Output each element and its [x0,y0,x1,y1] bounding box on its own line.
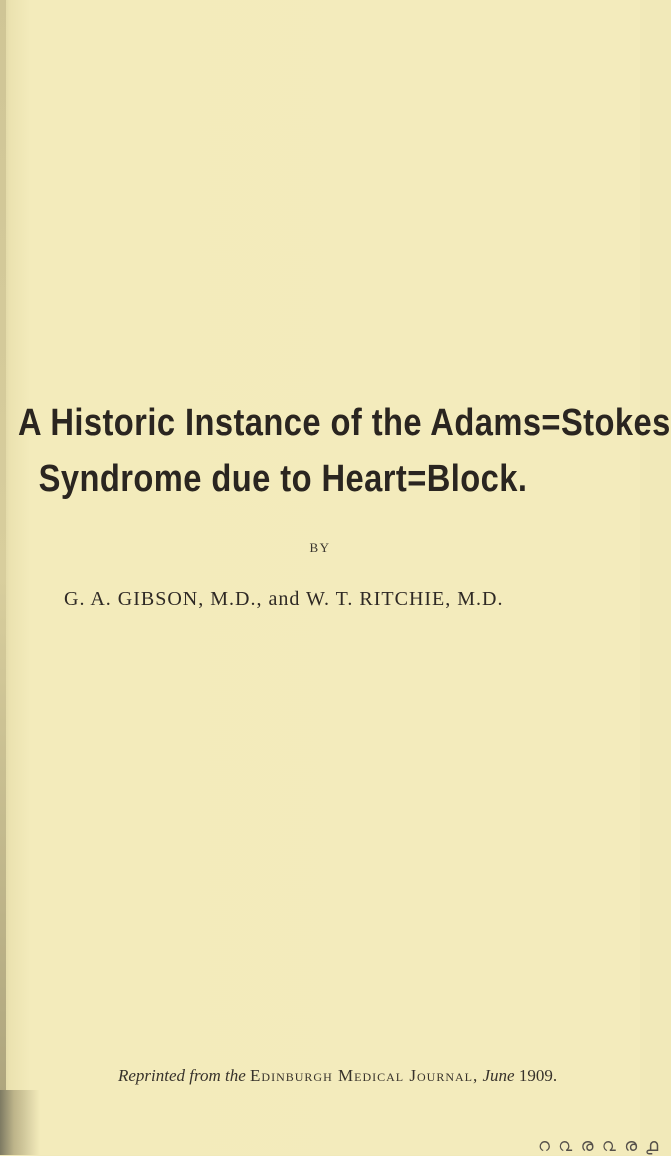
catalog-mark: റ ൨ ര ൨ ര ൧ [538,1135,661,1155]
reprint-notice [118,1066,557,1086]
page-left-edge [0,0,6,1155]
reprint-year: 1909. [518,1066,558,1085]
title-line-1: A Historic Instance of the Adams=Stokes [18,402,671,444]
journal-name: Edinburgh Medical Journal, [250,1066,479,1085]
reprint-prefix: Reprinted from the [118,1066,246,1085]
title-line-2: Syndrome due to Heart=Block. [38,458,528,500]
document-title [18,395,671,507]
authors-line: G. A. GIBSON, M.D., and W. T. RITCHIE, M.D. [64,588,504,610]
reprint-month: June [482,1066,515,1085]
page-bottom-shadow [0,1090,40,1155]
by-label: BY [309,540,331,555]
